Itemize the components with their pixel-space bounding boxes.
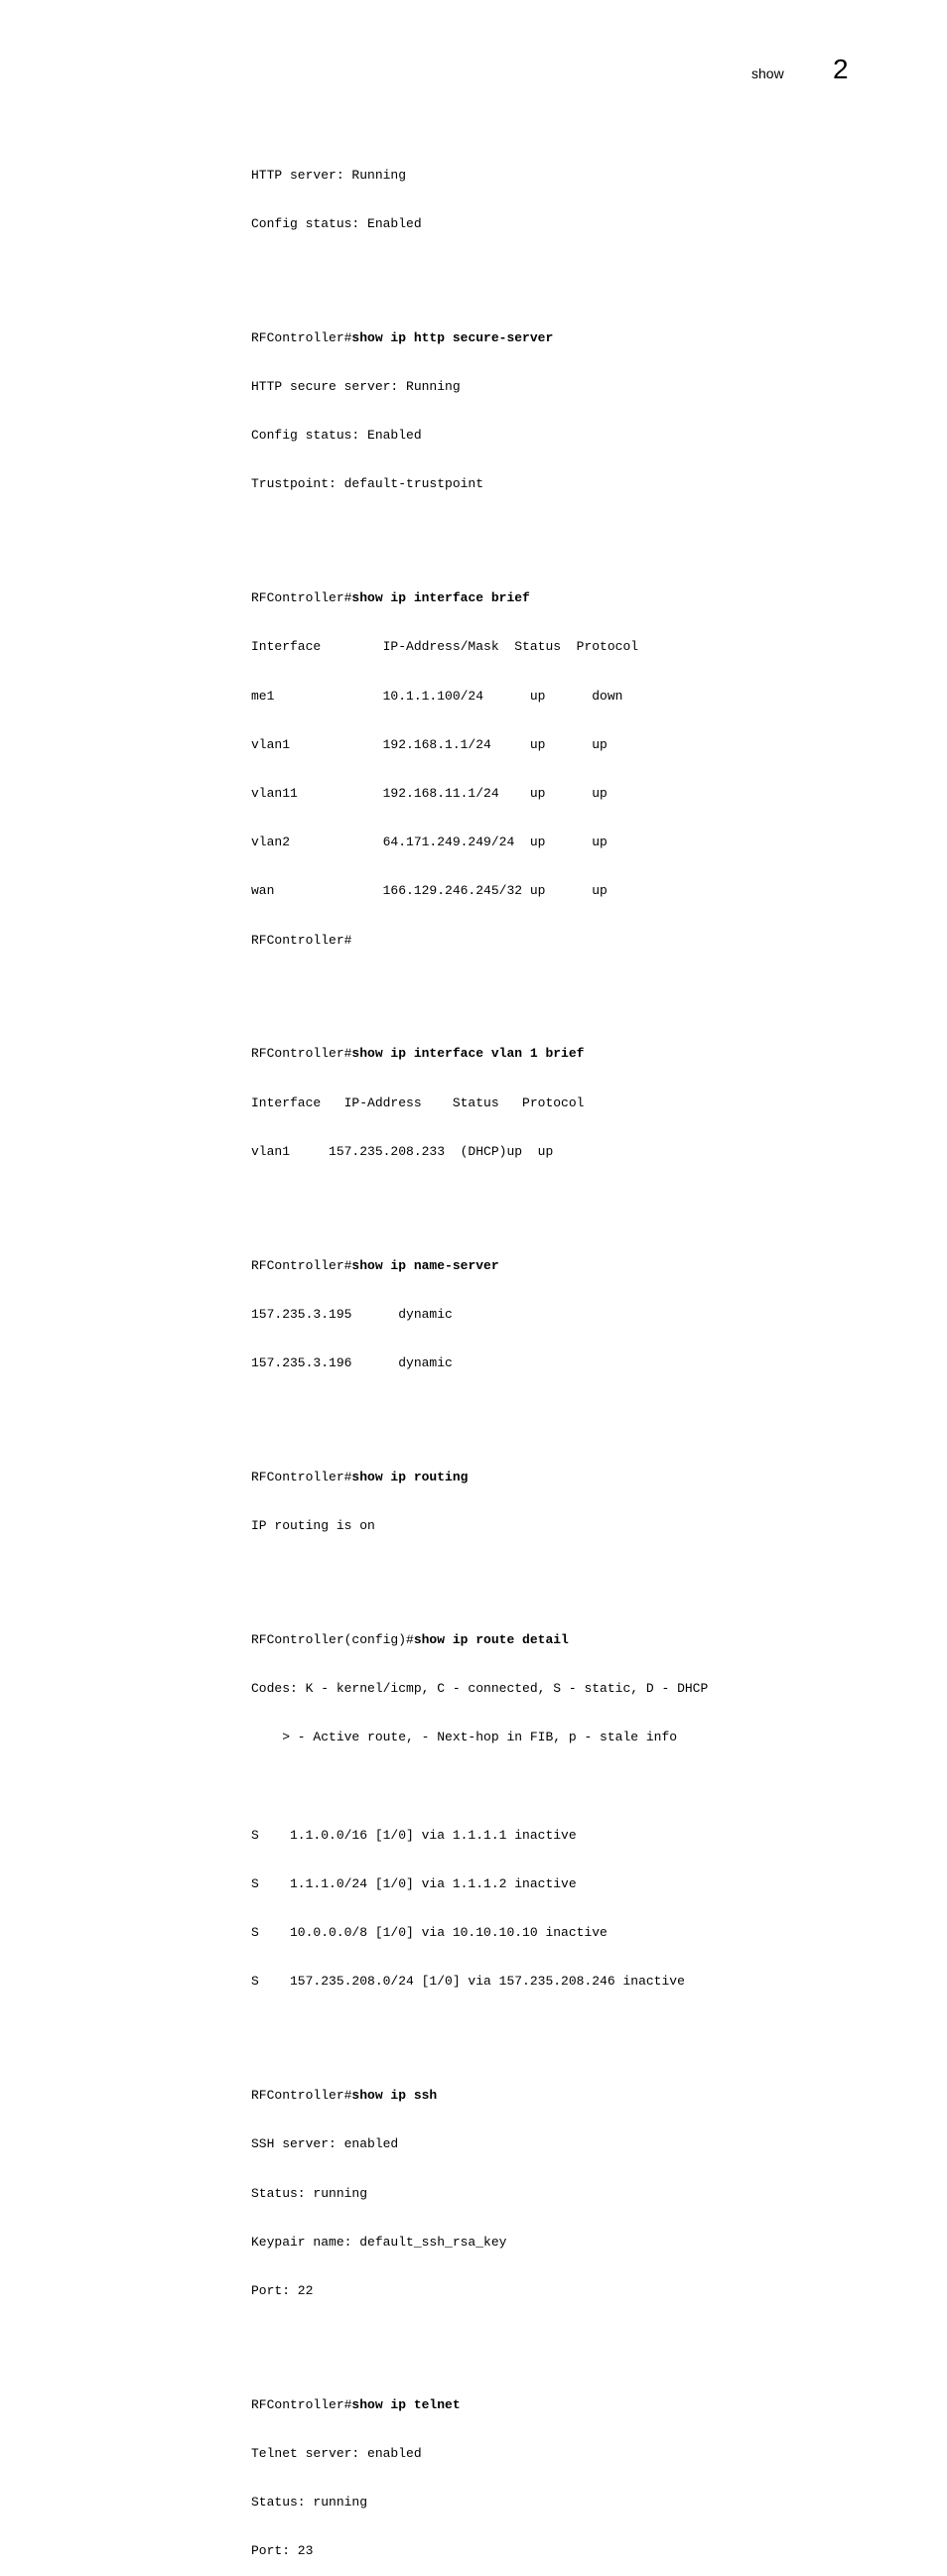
output-line: RFController# — [251, 932, 352, 948]
output-line: Port: 23 — [251, 2543, 314, 2559]
cli-command: show ip interface brief — [351, 590, 530, 606]
table-header-line: Interface IP-Address Status Protocol — [251, 1095, 585, 1110]
cli-command: show ip http secure-server — [351, 329, 554, 345]
cli-prompt: RFController# — [251, 1257, 352, 1273]
cli-prompt: RFController# — [251, 1046, 352, 1062]
output-line: Port: 22 — [251, 2282, 314, 2298]
cli-command: show ip telnet — [351, 2396, 461, 2412]
blank-line — [251, 1193, 708, 1209]
cli-command: show ip name-server — [351, 1257, 499, 1273]
cli-prompt: RFController# — [251, 2396, 352, 2412]
table-row: wan 166.129.246.245/32 up up — [251, 883, 608, 899]
output-line: Status: running — [251, 2495, 368, 2511]
table-row: vlan2 64.171.249.249/24 up up — [251, 835, 608, 850]
cli-prompt: RFController# — [251, 329, 352, 345]
output-line: HTTP server: Running — [251, 167, 407, 183]
cli-prompt: RFController(config)# — [251, 1631, 414, 1647]
output-line: HTTP secure server: Running — [251, 379, 461, 395]
output-line: 157.235.3.196 dynamic — [251, 1355, 453, 1371]
output-line: Trustpoint: default-trustpoint — [251, 476, 484, 492]
table-row: vlan11 192.168.11.1/24 up up — [251, 786, 608, 802]
blank-line — [251, 2332, 708, 2348]
output-line: > - Active route, - Next-hop in FIB, p - stale info — [251, 1730, 678, 1745]
output-line: 157.235.3.195 dynamic — [251, 1306, 453, 1322]
table-row: vlan1 157.235.208.233 (DHCP)up up — [251, 1143, 554, 1159]
output-line: Config status: Enabled — [251, 216, 422, 232]
blank-line — [251, 1779, 708, 1795]
cli-command: show ip interface vlan 1 brief — [351, 1046, 585, 1062]
cli-prompt: RFController# — [251, 590, 352, 606]
output-line: Status: running — [251, 2185, 368, 2201]
blank-line — [251, 2023, 708, 2039]
cli-prompt: RFController# — [251, 1469, 352, 1484]
route-entry: S 157.235.208.0/24 [1/0] via 157.235.208.246 inactive — [251, 1974, 685, 1990]
blank-line — [251, 1404, 708, 1420]
chapter-number: 2 — [833, 54, 849, 84]
cli-example-block — [251, 135, 708, 2576]
blank-line — [251, 981, 708, 997]
blank-line — [251, 1567, 708, 1583]
table-row: me1 10.1.1.100/24 up down — [251, 688, 623, 704]
cli-command: show ip route detail — [413, 1631, 569, 1647]
output-line: IP routing is on — [251, 1518, 375, 1534]
command-line-ssh — [251, 2088, 708, 2104]
blank-line — [251, 265, 708, 281]
command-line-routing — [251, 1470, 708, 1485]
command-line-secure-server — [251, 330, 708, 346]
cli-command: show ip routing — [351, 1469, 469, 1484]
route-entry: S 1.1.0.0/16 [1/0] via 1.1.1.1 inactive — [251, 1827, 577, 1843]
route-entry: S 1.1.1.0/24 [1/0] via 1.1.1.2 inactive — [251, 1875, 577, 1891]
command-line-interface-brief — [251, 590, 708, 606]
output-line: SSH server: enabled — [251, 2136, 399, 2152]
blank-line — [251, 526, 708, 542]
command-line-telnet — [251, 2397, 708, 2413]
running-header-section: show — [751, 65, 784, 81]
output-line: Keypair name: default_ssh_rsa_key — [251, 2234, 507, 2250]
cli-prompt: RFController# — [251, 2088, 352, 2104]
command-line-route-detail — [251, 1632, 708, 1648]
table-row: vlan1 192.168.1.1/24 up up — [251, 736, 608, 752]
table-header-line: Interface IP-Address/Mask Status Protocol — [251, 639, 639, 655]
cli-command: show ip ssh — [351, 2088, 438, 2104]
output-line: Codes: K - kernel/icmp, C - connected, S - static, D - DHCP — [251, 1681, 709, 1697]
command-line-interface-vlan — [251, 1046, 708, 1062]
command-line-name-server — [251, 1258, 708, 1274]
output-line: Config status: Enabled — [251, 428, 422, 444]
output-line: Telnet server: enabled — [251, 2446, 422, 2461]
route-entry: S 10.0.0.0/8 [1/0] via 10.10.10.10 inactive — [251, 1925, 608, 1941]
